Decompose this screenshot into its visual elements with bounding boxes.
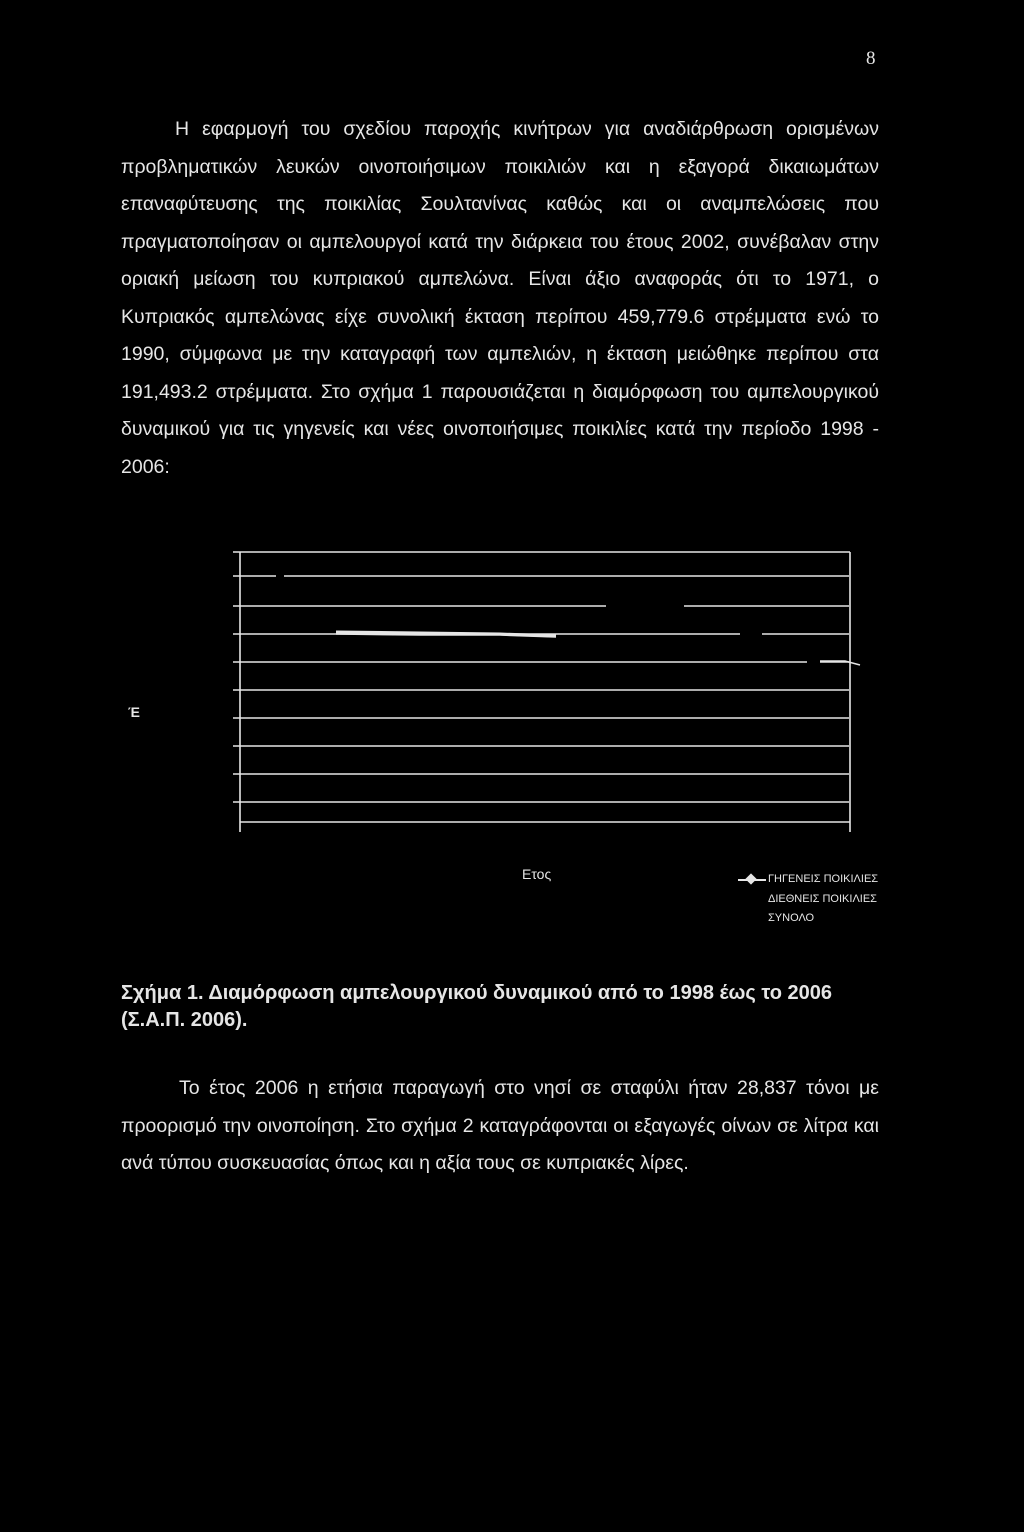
legend-item — [738, 870, 878, 890]
legend-label: ΓΗΓΕΝΕΙΣ ΠΟΙΚΙΛΙΕΣ — [768, 873, 879, 885]
series-line-3 — [820, 661, 860, 665]
page-number: 8 — [866, 48, 876, 69]
gridlines — [233, 576, 849, 802]
diamond-marker-icon — [738, 874, 768, 884]
legend-label: ΔΙΕΘΝΕΙΣ ΠΟΙΚΙΛΙΕΣ — [768, 892, 877, 905]
y-axis-label: Έ — [128, 704, 140, 720]
legend-item — [738, 890, 878, 910]
chart-legend — [738, 870, 878, 929]
legend-item — [738, 909, 878, 929]
data-series — [336, 632, 860, 665]
body-paragraph: Η εφαρμογή του σχεδίου παροχής κινήτρων για αναδιάρθρωση ορισμένων προβληματικών λευκών οινοποιήσιμων ποικιλιών και η εξαγορά δικαιωμάτων επαναφύτευσης της ποικιλίας Σουλτανίνας καθώς και οι αναμπελώσεις που πραγματοποίησαν οι αμπελουργοί κατά την διάρκεια του έτους 2002, συνέβαλαν στην οριακή μείωση του κυπριακού αμπελώνα. Είναι άξιο αναφοράς ότι το 1971, ο Κυπριακός αμπελώνας είχε συνολική έκταση περίπου 459,779.6 στρέμματα ενώ το 1990, σύμφωνα με την καταγραφή των αμπελιών, η έκταση μειώθηκε περίπου στα 191,493.2 στρέμματα. Στο σχήμα 1 παρουσιάζεται η διαμόρφωση του αμπελουργικού δυναμικού για τις γηγενείς και νέες οινοποιήσιμες ποικιλίες κατά την περίοδο 1998 - 2006: — [121, 118, 879, 478]
body-paragraph: Το έτος 2006 η ετήσια παραγωγή στο νησί σε σταφύλι ήταν 28,837 τόνοι με προορισμό την οινοποίηση. Στο σχήμα 2 καταγράφονται οι εξαγωγές οίνων σε λίτρα και ανά τύπου συσκευασίας όπως και η αξία τους σε κυπριακές λίρες. — [121, 1077, 879, 1174]
plot-area-frame — [233, 552, 850, 832]
x-axis-label: Ετος — [522, 866, 552, 882]
legend-label: ΣΥΝΟΛΟ — [768, 912, 815, 924]
line-chart — [0, 540, 1024, 840]
figure-caption: Σχήμα 1. Διαμόρφωση αμπελουργικού δυναμικού από το 1998 έως το 2006 (Σ.Α.Π. 2006). — [121, 982, 833, 1031]
